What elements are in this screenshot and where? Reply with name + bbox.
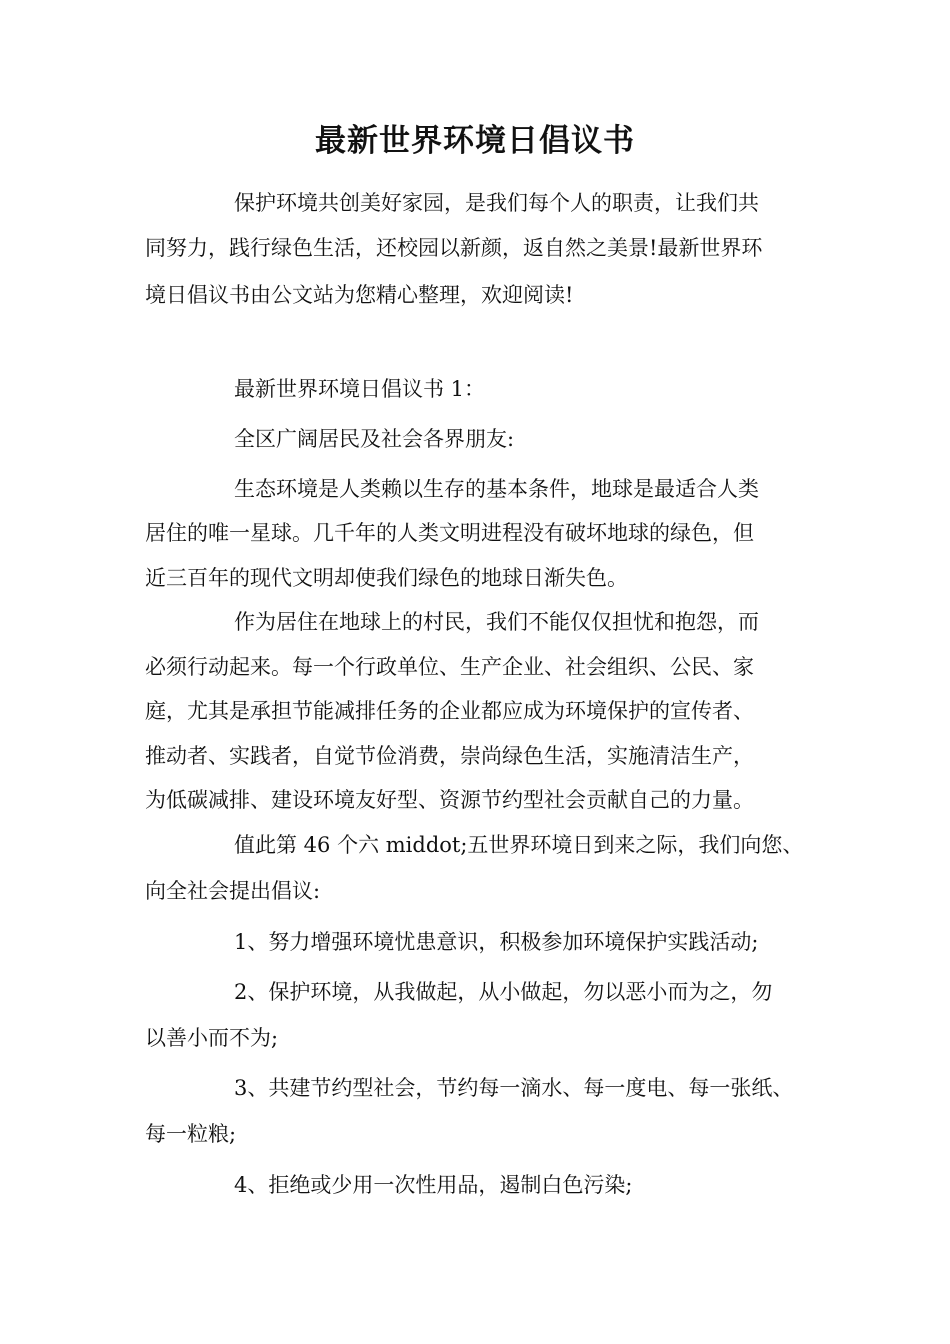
para2-line-3: 庭，尤其是承担节能减排任务的企业都应成为环境保护的宣传者、 <box>145 699 754 723</box>
para2-line-1: 作为居住在地球上的村民，我们不能仅仅担忧和抱怨，而 <box>234 610 759 634</box>
item1-line-1: 1、努力增强环境忧患意识，积极参加环境保护实践活动; <box>234 930 759 954</box>
para3-line-2: 向全社会提出倡议: <box>145 879 321 903</box>
para2-line-5: 为低碳减排、建设环境友好型、资源节约型社会贡献自己的力量。 <box>145 788 754 812</box>
section-heading: 最新世界环境日倡议书 1： <box>234 377 486 401</box>
intro-line-1: 保护环境共创美好家园，是我们每个人的职责，让我们共 <box>234 191 759 215</box>
salutation: 全区广阔居民及社会各界朋友: <box>234 427 515 451</box>
para2-line-4: 推动者、实践者，自觉节俭消费，崇尚绿色生活，实施清洁生产， <box>145 744 754 768</box>
intro-line-3: 境日倡议书由公文站为您精心整理，欢迎阅读! <box>145 283 574 307</box>
para1-line-2: 居住的唯一星球。几千年的人类文明进程没有破坏地球的绿色，但 <box>145 521 754 545</box>
item3-line-1: 3、共建节约型社会，节约每一滴水、每一度电、每一张纸、 <box>234 1076 794 1100</box>
item2-line-2: 以善小而不为; <box>145 1026 279 1050</box>
item4-line-1: 4、拒绝或少用一次性用品，遏制白色污染; <box>234 1173 633 1197</box>
para3-line-1: 值此第 46 个六 middot;五世界环境日到来之际，我们向您、 <box>234 833 804 857</box>
para1-line-3: 近三百年的现代文明却使我们绿色的地球日渐失色。 <box>145 566 628 590</box>
intro-line-2: 同努力，践行绿色生活，还校园以新颜，返自然之美景!最新世界环 <box>145 236 763 260</box>
item2-line-1: 2、保护环境，从我做起，从小做起，勿以恶小而为之，勿 <box>234 980 773 1004</box>
item3-line-2: 每一粒粮; <box>145 1122 237 1146</box>
para1-line-1: 生态环境是人类赖以生存的基本条件，地球是最适合人类 <box>234 477 759 501</box>
para2-line-2: 必须行动起来。每一个行政单位、生产企业、社会组织、公民、家 <box>145 655 754 679</box>
document-title: 最新世界环境日倡议书 <box>315 123 635 159</box>
